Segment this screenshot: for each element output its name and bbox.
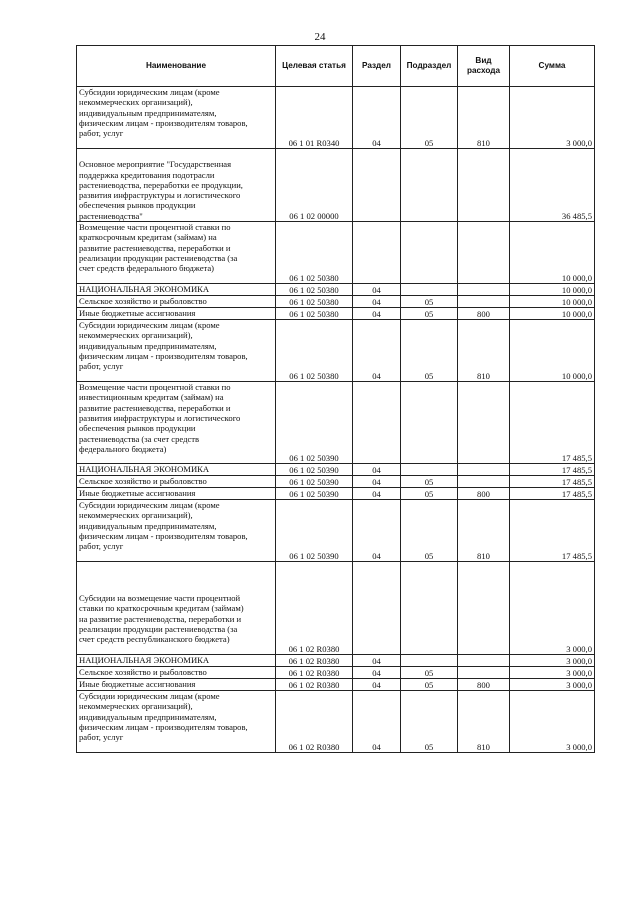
row-name: НАЦИОНАЛЬНАЯ ЭКОНОМИКА — [77, 655, 276, 667]
row-name: Возмещение части процентной ставки по краткосрочным кредитам (займам) на развитие растениеводства, переработки и реализации продукции растениеводства (за счет средств федерального бюджета) — [77, 222, 276, 284]
row-section: 04 — [353, 488, 401, 500]
row-target-article: 06 1 02 50380 — [276, 284, 353, 296]
table-row — [77, 320, 595, 382]
header-amount: Сумма — [510, 46, 595, 87]
row-name: Субсидии юридическим лицам (кроме некоммерческих организаций), индивидуальным предпринимателям, физическим лицам - производителям товаров, работ, услуг — [77, 691, 276, 753]
table-row — [77, 691, 595, 753]
row-subsection: 05 — [401, 488, 458, 500]
row-section: 04 — [353, 476, 401, 488]
row-name: Сельское хозяйство и рыболовство — [77, 476, 276, 488]
row-target-article: 06 1 02 R0380 — [276, 655, 353, 667]
row-name: НАЦИОНАЛЬНАЯ ЭКОНОМИКА — [77, 284, 276, 296]
row-amount: 17 485,5 — [510, 464, 595, 476]
row-subsection: 05 — [401, 87, 458, 149]
row-expense-type — [458, 296, 510, 308]
row-target-article: 06 1 01 R0340 — [276, 87, 353, 149]
row-expense-type — [458, 562, 510, 655]
row-target-article: 06 1 02 50390 — [276, 488, 353, 500]
row-expense-type: 800 — [458, 679, 510, 691]
row-subsection — [401, 464, 458, 476]
row-expense-type — [458, 667, 510, 679]
header-expense-type: Вид расхода — [458, 46, 510, 87]
row-subsection: 05 — [401, 320, 458, 382]
row-target-article: 06 1 02 50390 — [276, 382, 353, 464]
row-expense-type: 800 — [458, 308, 510, 320]
row-subsection: 05 — [401, 500, 458, 562]
row-expense-type — [458, 382, 510, 464]
row-expense-type — [458, 284, 510, 296]
row-name: Основное мероприятие "Государственная поддержка кредитования подотрасли растениеводства, переработки ее продукции, развития инфраструктуры и логистического обеспечения рынков продукции растениеводства" — [77, 149, 276, 222]
table-row — [77, 464, 595, 476]
row-name: Иные бюджетные ассигнования — [77, 679, 276, 691]
row-expense-type: 800 — [458, 488, 510, 500]
row-target-article: 06 1 02 50380 — [276, 308, 353, 320]
row-subsection — [401, 382, 458, 464]
row-target-article: 06 1 02 50390 — [276, 476, 353, 488]
header-name: Наименование — [77, 46, 276, 87]
row-amount: 10 000,0 — [510, 308, 595, 320]
row-section — [353, 222, 401, 284]
row-target-article: 06 1 02 R0380 — [276, 667, 353, 679]
row-name: Иные бюджетные ассигнования — [77, 488, 276, 500]
row-amount: 3 000,0 — [510, 562, 595, 655]
row-amount: 10 000,0 — [510, 320, 595, 382]
table-row — [77, 667, 595, 679]
header-target-article: Целевая статья — [276, 46, 353, 87]
row-amount: 10 000,0 — [510, 284, 595, 296]
row-section — [353, 562, 401, 655]
row-section: 04 — [353, 655, 401, 667]
page-number: 24 — [314, 31, 326, 43]
row-expense-type: 810 — [458, 500, 510, 562]
row-target-article: 06 1 02 R0380 — [276, 562, 353, 655]
row-subsection: 05 — [401, 679, 458, 691]
row-amount: 3 000,0 — [510, 679, 595, 691]
row-subsection: 05 — [401, 691, 458, 753]
budget-table — [76, 45, 595, 753]
table-row — [77, 476, 595, 488]
row-section: 04 — [353, 284, 401, 296]
row-section: 04 — [353, 464, 401, 476]
row-subsection: 05 — [401, 308, 458, 320]
table-row — [77, 679, 595, 691]
row-name: Иные бюджетные ассигнования — [77, 308, 276, 320]
row-name: НАЦИОНАЛЬНАЯ ЭКОНОМИКА — [77, 464, 276, 476]
row-name: Субсидии на возмещение части процентной ставки по краткосрочным кредитам (займам) на развитие растениеводства, переработки и реализации продукции растениеводства (за счет средств республиканского бюджета) — [77, 562, 276, 655]
header-section: Раздел — [353, 46, 401, 87]
row-amount: 17 485,5 — [510, 500, 595, 562]
row-name: Сельское хозяйство и рыболовство — [77, 667, 276, 679]
row-name: Сельское хозяйство и рыболовство — [77, 296, 276, 308]
row-amount: 36 485,5 — [510, 149, 595, 222]
row-target-article: 06 1 02 50390 — [276, 500, 353, 562]
row-subsection — [401, 655, 458, 667]
row-target-article: 06 1 02 R0380 — [276, 691, 353, 753]
row-section: 04 — [353, 296, 401, 308]
row-section: 04 — [353, 308, 401, 320]
row-subsection — [401, 222, 458, 284]
table-row — [77, 296, 595, 308]
row-expense-type — [458, 476, 510, 488]
row-section: 04 — [353, 500, 401, 562]
table-header-row — [77, 46, 595, 87]
row-section: 04 — [353, 87, 401, 149]
table-row — [77, 655, 595, 667]
row-section: 04 — [353, 320, 401, 382]
row-expense-type — [458, 464, 510, 476]
row-amount: 3 000,0 — [510, 667, 595, 679]
row-target-article: 06 1 02 50380 — [276, 296, 353, 308]
row-subsection: 05 — [401, 296, 458, 308]
table-row — [77, 488, 595, 500]
table-row — [77, 308, 595, 320]
row-subsection — [401, 149, 458, 222]
table-row — [77, 222, 595, 284]
table-row — [77, 562, 595, 655]
row-subsection — [401, 284, 458, 296]
row-target-article: 06 1 02 50380 — [276, 320, 353, 382]
row-amount: 10 000,0 — [510, 222, 595, 284]
row-subsection: 05 — [401, 476, 458, 488]
row-amount: 17 485,5 — [510, 488, 595, 500]
table-row — [77, 500, 595, 562]
row-subsection — [401, 562, 458, 655]
row-name: Субсидии юридическим лицам (кроме некоммерческих организаций), индивидуальным предпринимателям, физическим лицам - производителям товаров, работ, услуг — [77, 500, 276, 562]
row-amount: 17 485,5 — [510, 476, 595, 488]
row-amount: 3 000,0 — [510, 655, 595, 667]
row-target-article: 06 1 02 R0380 — [276, 679, 353, 691]
row-section: 04 — [353, 667, 401, 679]
row-subsection: 05 — [401, 667, 458, 679]
row-section: 04 — [353, 691, 401, 753]
row-expense-type: 810 — [458, 691, 510, 753]
row-section — [353, 149, 401, 222]
row-expense-type: 810 — [458, 320, 510, 382]
row-expense-type — [458, 655, 510, 667]
row-expense-type: 810 — [458, 87, 510, 149]
row-amount: 3 000,0 — [510, 691, 595, 753]
header-subsection: Подраздел — [401, 46, 458, 87]
row-section — [353, 382, 401, 464]
row-expense-type — [458, 222, 510, 284]
table-row — [77, 284, 595, 296]
row-target-article: 06 1 02 50380 — [276, 222, 353, 284]
row-target-article: 06 1 02 00000 — [276, 149, 353, 222]
row-amount: 3 000,0 — [510, 87, 595, 149]
table-row — [77, 87, 595, 149]
row-name: Субсидии юридическим лицам (кроме некоммерческих организаций), индивидуальным предпринимателям, физическим лицам - производителям товаров, работ, услуг — [77, 320, 276, 382]
row-name: Возмещение части процентной ставки по инвестиционным кредитам (займам) на развитие растениеводства, переработки и развития инфраструктуры и логистического обеспечения рынков продукции растениеводства (за счет средств федерального бюджета) — [77, 382, 276, 464]
row-amount: 10 000,0 — [510, 296, 595, 308]
row-amount: 17 485,5 — [510, 382, 595, 464]
table-row — [77, 149, 595, 222]
row-section: 04 — [353, 679, 401, 691]
row-name: Субсидии юридическим лицам (кроме некоммерческих организаций), индивидуальным предпринимателям, физическим лицам - производителям товаров, работ, услуг — [77, 87, 276, 149]
table-row — [77, 382, 595, 464]
row-expense-type — [458, 149, 510, 222]
row-target-article: 06 1 02 50390 — [276, 464, 353, 476]
